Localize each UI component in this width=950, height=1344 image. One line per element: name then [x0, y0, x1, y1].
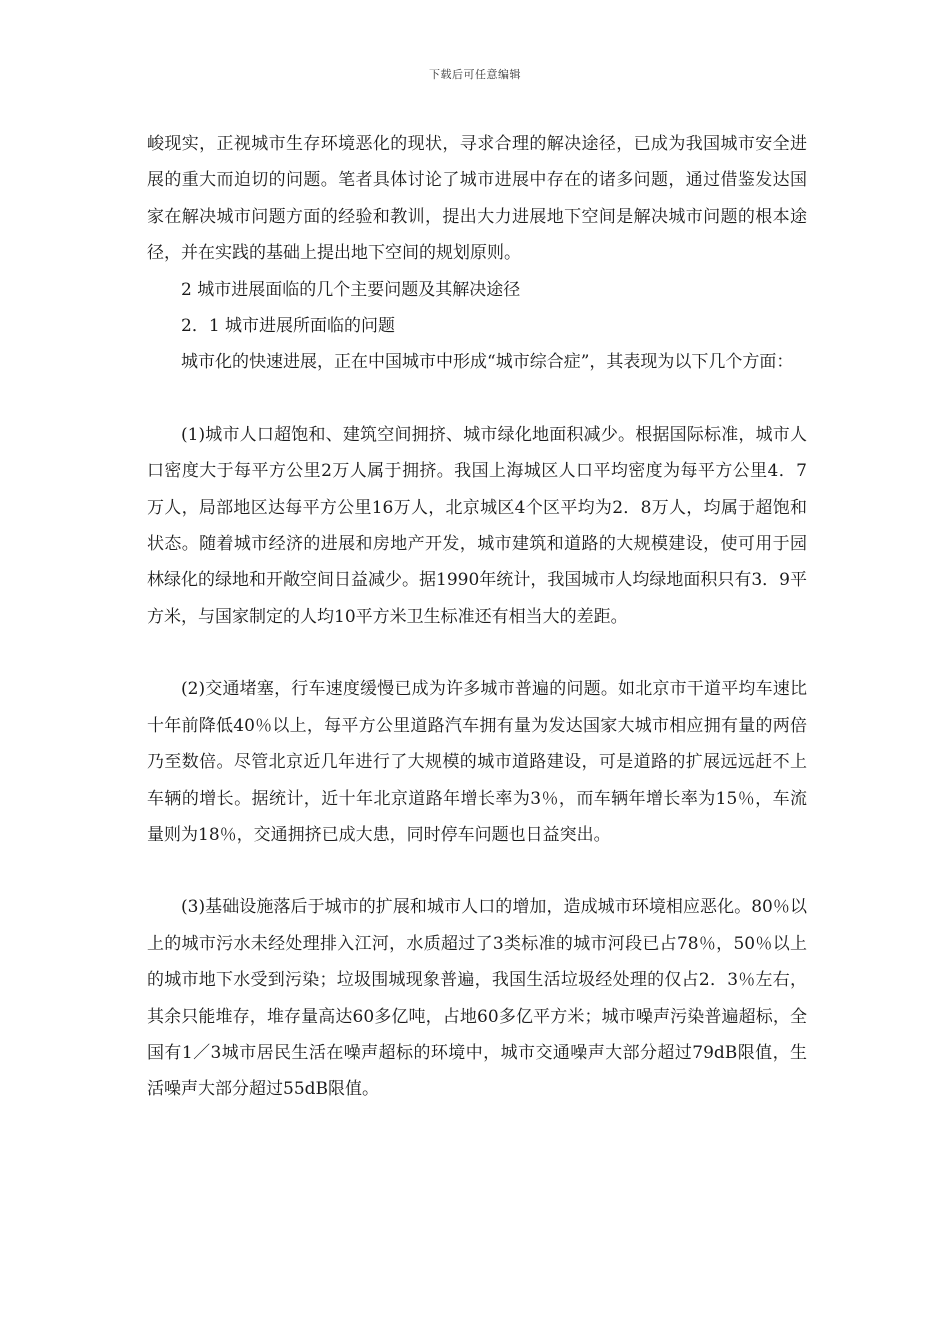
subsection-heading-2-1: 2．1 城市进展所面临的问题: [181, 316, 396, 337]
page-header: 下载后可任意编辑: [429, 68, 521, 81]
document-body: [147, 126, 807, 1108]
paragraph-intro: 峻现实，正视城市生存环境恶化的现状，寻求合理的解决途径，已成为我国城市安全进展的重大而迫切的问题。笔者具体讨论了城市进展中存在的诸多问题，通过借鉴发达国家在解决城市问题方面的经验和教训，提出大力进展地下空间是解决城市问题的根本途径，并在实践的基础上提出地下空间的规划原则。: [147, 134, 807, 264]
paragraph-item-1: (1)城市人口超饱和、建筑空间拥挤、城市绿化地面积减少。根据国际标准，城市人口密度大于每平方公里2万人属于拥挤。我国上海城区人口平均密度为每平方公里4．7万人，局部地区达每平方公里16万人，北京城区4个区平均为2．8万人，均属于超饱和状态。随着城市经济的进展和房地产开发，城市建筑和道路的大规模建设，使可用于园林绿化的绿地和开敞空间日益减少。据1990年统计，我国城市人均绿地面积只有3．9平方米，与国家制定的人均10平方米卫生标准还有相当大的差距。: [147, 424, 807, 627]
paragraph-urbanization: 城市化的快速进展，正在中国城市中形成“城市综合症”，其表现为以下几个方面：: [181, 352, 794, 373]
paragraph-item-2: (2)交通堵塞，行车速度缓慢已成为许多城市普遍的问题。如北京市干道平均车速比十年前降低40％以上，每平方公里道路汽车拥有量为发达国家大城市相应拥有量的两倍乃至数倍。尽管北京近几年进行了大规模的城市道路建设，可是道路的扩展远远赶不上车辆的增长。据统计，近十年北京道路年增长率为3％，而车辆年增长率为15％，车流量则为18％，交通拥挤已成大患，同时停车问题也日益突出。: [147, 679, 807, 845]
paragraph-item-3: (3)基础设施落后于城市的扩展和城市人口的增加，造成城市环境相应恶化。80％以上的城市污水未经处理排入江河，水质超过了3类标准的城市河段已占78％，50％以上的城市地下水受到污染；垃圾围城现象普遍，我国生活垃圾经处理的仅占2．3％左右，其余只能堆存，堆存量高达60多亿吨，占地60多亿平方米；城市噪声污染普遍超标，全国有1／3城市居民生活在噪声超标的环境中，城市交通噪声大部分超过79dB限值，生活噪声大部分超过55dB限值。: [147, 897, 807, 1100]
section-heading-2: 2 城市进展面临的几个主要问题及其解决途径: [181, 279, 521, 300]
